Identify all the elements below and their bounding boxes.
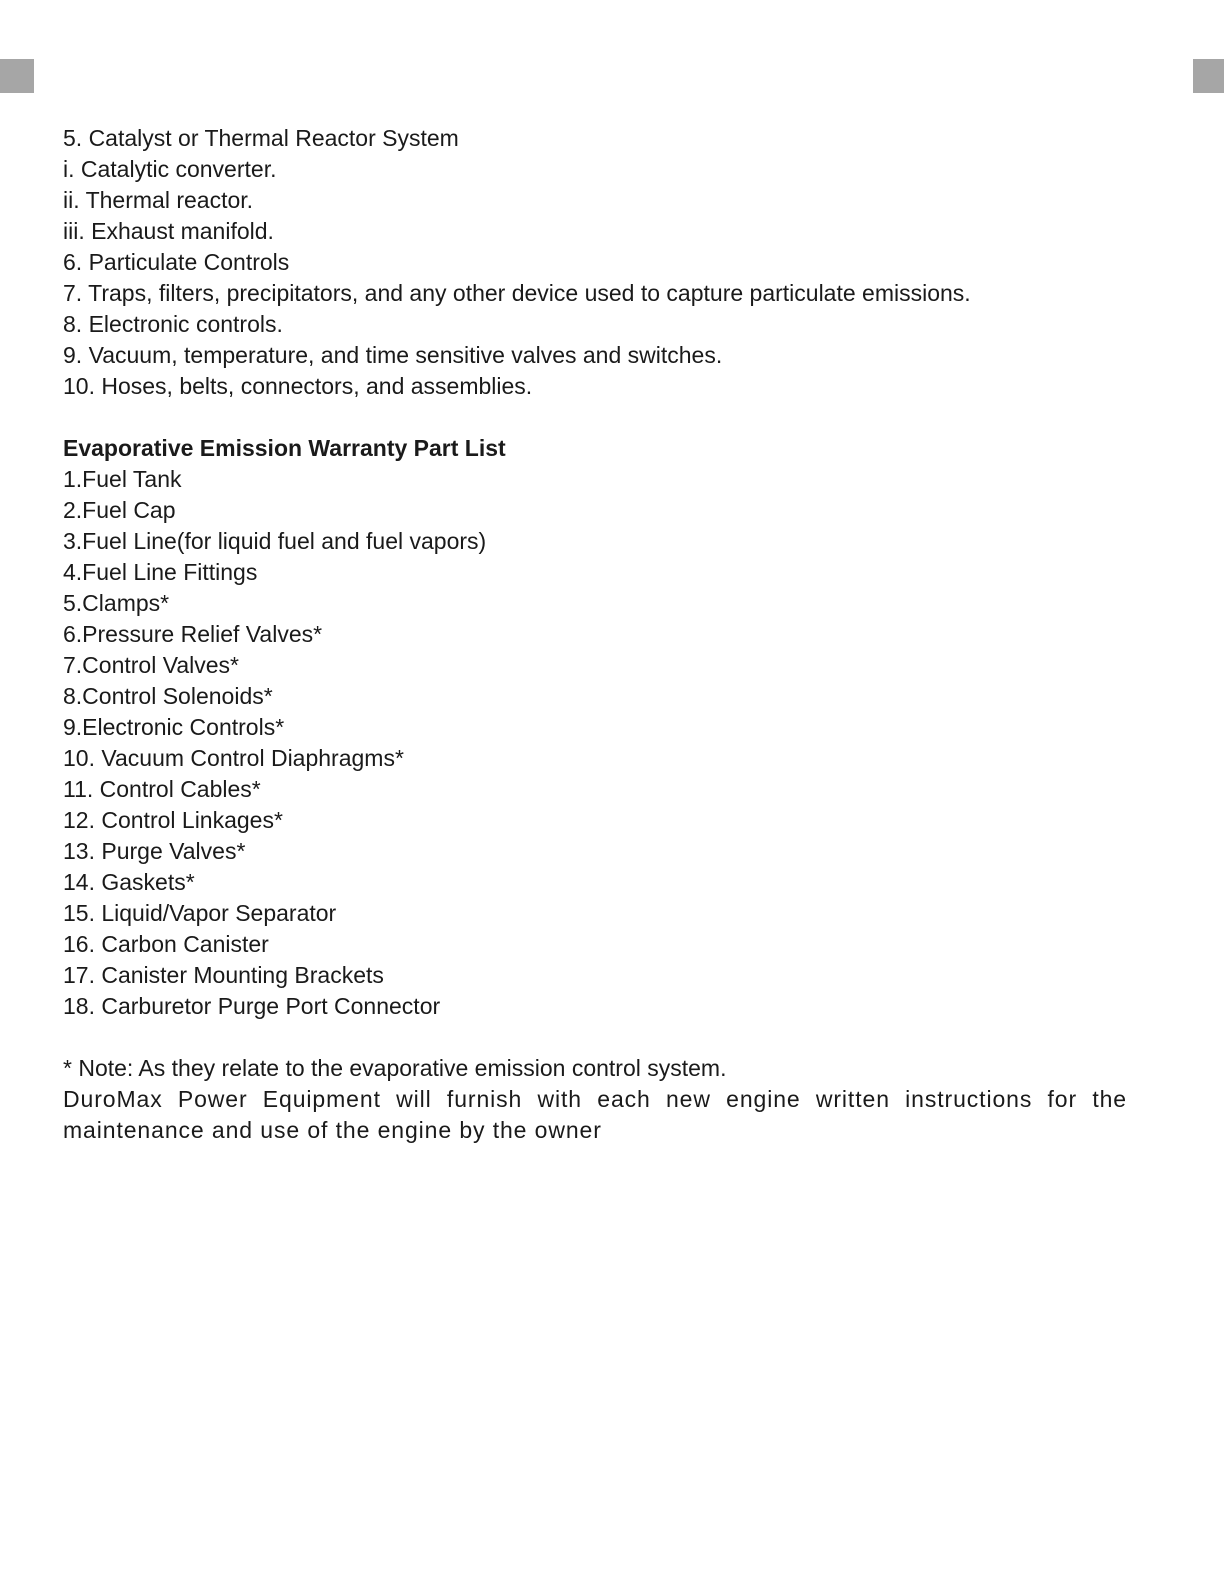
list-item: 13. Purge Valves* xyxy=(63,838,246,864)
list-item: 8. Electronic controls. xyxy=(63,311,283,337)
page-content xyxy=(63,123,1127,1146)
list-item: 6. Particulate Controls xyxy=(63,249,290,275)
instructions-paragraph: DuroMax Power Equipment will furnish with each new engine written instructions for the maintenance and use of the engine by the owner xyxy=(63,1086,1127,1143)
list-item: 11. Control Cables* xyxy=(63,776,261,802)
list-item: 4.Fuel Line Fittings xyxy=(63,559,258,585)
list-item: 9.Electronic Controls* xyxy=(63,714,285,740)
corner-registration-mark-right xyxy=(1193,59,1224,93)
list-item: 6.Pressure Relief Valves* xyxy=(63,621,323,647)
asterisk-note: * Note: As they relate to the evaporative emission control system. xyxy=(63,1055,727,1081)
list-item: 5.Clamps* xyxy=(63,590,170,616)
evap-section xyxy=(63,433,1127,1022)
list-item: 17. Canister Mounting Brackets xyxy=(63,962,384,988)
list-item: 18. Carburetor Purge Port Connector xyxy=(63,993,441,1019)
list-item: 7.Control Valves* xyxy=(63,652,239,678)
list-item: i. Catalytic converter. xyxy=(63,156,277,182)
note-section xyxy=(63,1053,1127,1146)
list-item: iii. Exhaust manifold. xyxy=(63,218,274,244)
spacer xyxy=(63,1022,1127,1053)
list-item: 5. Catalyst or Thermal Reactor System xyxy=(63,125,459,151)
corner-registration-mark-left xyxy=(0,59,34,93)
section-heading: Evaporative Emission Warranty Part List xyxy=(63,435,506,461)
list-item: 1.Fuel Tank xyxy=(63,466,182,492)
list-item: 2.Fuel Cap xyxy=(63,497,176,523)
list-item: 8.Control Solenoids* xyxy=(63,683,273,709)
list-item: ii. Thermal reactor. xyxy=(63,187,254,213)
list-item: 9. Vacuum, temperature, and time sensitive valves and switches. xyxy=(63,342,723,368)
list-item: 7. Traps, filters, precipitators, and any other device used to capture particulate emissions. xyxy=(63,280,971,306)
list-item: 10. Hoses, belts, connectors, and assemblies. xyxy=(63,373,533,399)
list-item: 16. Carbon Canister xyxy=(63,931,269,957)
list-item: 12. Control Linkages* xyxy=(63,807,283,833)
list-item: 3.Fuel Line(for liquid fuel and fuel vapors) xyxy=(63,528,487,554)
spacer xyxy=(63,402,1127,433)
catalyst-section xyxy=(63,123,1127,402)
list-item: 14. Gaskets* xyxy=(63,869,195,895)
list-item: 10. Vacuum Control Diaphragms* xyxy=(63,745,404,771)
list-item: 15. Liquid/Vapor Separator xyxy=(63,900,337,926)
